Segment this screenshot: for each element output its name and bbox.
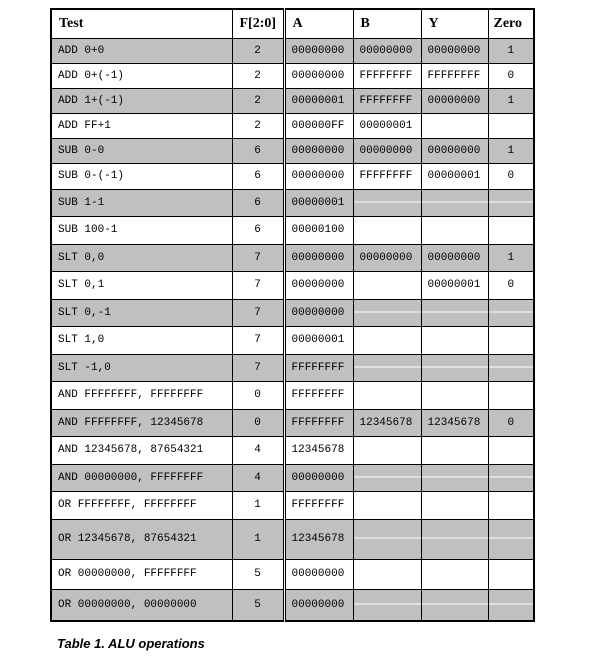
cell-y [421, 299, 488, 326]
table-row [51, 381, 534, 409]
cell-test: ADD 0+(-1) [51, 63, 232, 88]
cell-b [353, 271, 421, 299]
cell-f: 1 [232, 519, 284, 559]
cell-test: SLT 1,0 [51, 326, 232, 354]
cell-b [353, 436, 421, 464]
cell-f: 2 [232, 88, 284, 113]
cell-b [353, 189, 421, 216]
cell-a: FFFFFFFF [284, 354, 353, 381]
header-row [51, 9, 534, 38]
table-row [51, 354, 534, 381]
cell-f: 1 [232, 491, 284, 519]
cell-b: 00000000 [353, 138, 421, 163]
cell-zero [488, 589, 534, 621]
cell-zero [488, 189, 534, 216]
cell-test: SUB 100-1 [51, 216, 232, 244]
cell-test: SLT 0,-1 [51, 299, 232, 326]
cell-f: 7 [232, 244, 284, 271]
cell-test: ADD 0+0 [51, 38, 232, 63]
cell-f: 5 [232, 589, 284, 621]
cell-b [353, 589, 421, 621]
cell-a: 00000000 [284, 589, 353, 621]
cell-zero: 0 [488, 63, 534, 88]
cell-f: 2 [232, 113, 284, 138]
cell-f: 6 [232, 216, 284, 244]
cell-b [353, 326, 421, 354]
table-row [51, 326, 534, 354]
cell-f: 4 [232, 436, 284, 464]
cell-y [421, 354, 488, 381]
cell-y: 00000000 [421, 244, 488, 271]
cell-y: 12345678 [421, 409, 488, 436]
table-row [51, 519, 534, 559]
cell-a: 12345678 [284, 436, 353, 464]
cell-a: FFFFFFFF [284, 381, 353, 409]
cell-test: OR 12345678, 87654321 [51, 519, 232, 559]
cell-b: 00000000 [353, 244, 421, 271]
cell-b [353, 491, 421, 519]
cell-b [353, 354, 421, 381]
table-row [51, 271, 534, 299]
cell-y [421, 491, 488, 519]
cell-a: 00000000 [284, 38, 353, 63]
table-row [51, 38, 534, 63]
cell-test: ADD FF+1 [51, 113, 232, 138]
cell-f: 7 [232, 354, 284, 381]
cell-zero [488, 464, 534, 491]
cell-zero: 0 [488, 163, 534, 189]
cell-a: 00000000 [284, 244, 353, 271]
cell-zero [488, 559, 534, 589]
cell-zero: 1 [488, 138, 534, 163]
cell-a: 000000FF [284, 113, 353, 138]
cell-a: 00000000 [284, 464, 353, 491]
table-row [51, 491, 534, 519]
cell-a: 00000000 [284, 138, 353, 163]
cell-y [421, 436, 488, 464]
cell-test: AND 00000000, FFFFFFFF [51, 464, 232, 491]
cell-zero: 0 [488, 409, 534, 436]
cell-a: 00000000 [284, 63, 353, 88]
header-zero: Zero [488, 9, 534, 38]
cell-zero [488, 299, 534, 326]
cell-y [421, 189, 488, 216]
cell-test: SLT 0,1 [51, 271, 232, 299]
table-row [51, 589, 534, 621]
header-a: A [284, 9, 353, 38]
cell-b [353, 519, 421, 559]
cell-b: FFFFFFFF [353, 88, 421, 113]
cell-zero [488, 436, 534, 464]
cell-f: 7 [232, 271, 284, 299]
cell-f: 2 [232, 38, 284, 63]
cell-a: 00000000 [284, 299, 353, 326]
cell-a: 00000000 [284, 271, 353, 299]
cell-test: SUB 0-0 [51, 138, 232, 163]
cell-zero [488, 326, 534, 354]
cell-y: 00000000 [421, 38, 488, 63]
cell-zero [488, 381, 534, 409]
cell-a: FFFFFFFF [284, 409, 353, 436]
header-f: F[2:0] [232, 9, 284, 38]
cell-y [421, 216, 488, 244]
cell-a: 00000001 [284, 88, 353, 113]
cell-y [421, 559, 488, 589]
cell-b [353, 464, 421, 491]
table-row [51, 409, 534, 436]
cell-zero [488, 354, 534, 381]
cell-f: 6 [232, 163, 284, 189]
cell-b: FFFFFFFF [353, 63, 421, 88]
table-row [51, 163, 534, 189]
table-row [51, 189, 534, 216]
cell-test: AND 12345678, 87654321 [51, 436, 232, 464]
cell-test: ADD 1+(-1) [51, 88, 232, 113]
cell-f: 0 [232, 381, 284, 409]
table-row [51, 63, 534, 88]
cell-zero [488, 113, 534, 138]
cell-b: 00000000 [353, 38, 421, 63]
cell-zero [488, 216, 534, 244]
cell-b [353, 559, 421, 589]
cell-f: 7 [232, 326, 284, 354]
cell-y: 00000000 [421, 88, 488, 113]
cell-zero [488, 519, 534, 559]
table-row [51, 436, 534, 464]
cell-a: FFFFFFFF [284, 491, 353, 519]
cell-a: 00000001 [284, 189, 353, 216]
cell-test: SLT -1,0 [51, 354, 232, 381]
cell-test: OR 00000000, 00000000 [51, 589, 232, 621]
cell-y: 00000001 [421, 271, 488, 299]
cell-a: 00000100 [284, 216, 353, 244]
cell-zero [488, 491, 534, 519]
cell-b [353, 381, 421, 409]
cell-f: 6 [232, 138, 284, 163]
header-b: B [353, 9, 421, 38]
cell-f: 0 [232, 409, 284, 436]
cell-f: 5 [232, 559, 284, 589]
table-row [51, 138, 534, 163]
cell-f: 2 [232, 63, 284, 88]
cell-test: SLT 0,0 [51, 244, 232, 271]
table-row [51, 216, 534, 244]
cell-y: 00000001 [421, 163, 488, 189]
cell-test: OR FFFFFFFF, FFFFFFFF [51, 491, 232, 519]
alu-operations-table [50, 8, 535, 622]
table-row [51, 559, 534, 589]
table-row [51, 299, 534, 326]
cell-y [421, 113, 488, 138]
cell-y: FFFFFFFF [421, 63, 488, 88]
table-row [51, 88, 534, 113]
cell-f: 4 [232, 464, 284, 491]
cell-y: 00000000 [421, 138, 488, 163]
cell-zero: 0 [488, 271, 534, 299]
cell-f: 7 [232, 299, 284, 326]
header-y: Y [421, 9, 488, 38]
cell-zero: 1 [488, 88, 534, 113]
cell-y [421, 464, 488, 491]
cell-b: 00000001 [353, 113, 421, 138]
table-caption: Table 1. ALU operations [57, 636, 205, 651]
header-test: Test [51, 9, 232, 38]
cell-test: SUB 0-(-1) [51, 163, 232, 189]
cell-b: 12345678 [353, 409, 421, 436]
cell-b [353, 299, 421, 326]
cell-a: 00000001 [284, 326, 353, 354]
cell-test: SUB 1-1 [51, 189, 232, 216]
cell-y [421, 381, 488, 409]
table-row [51, 464, 534, 491]
cell-test: OR 00000000, FFFFFFFF [51, 559, 232, 589]
cell-test: AND FFFFFFFF, FFFFFFFF [51, 381, 232, 409]
cell-zero: 1 [488, 38, 534, 63]
cell-a: 12345678 [284, 519, 353, 559]
cell-b: FFFFFFFF [353, 163, 421, 189]
table-row [51, 113, 534, 138]
table-row [51, 244, 534, 271]
cell-y [421, 519, 488, 559]
cell-test: AND FFFFFFFF, 12345678 [51, 409, 232, 436]
cell-y [421, 589, 488, 621]
cell-a: 00000000 [284, 559, 353, 589]
cell-b [353, 216, 421, 244]
cell-f: 6 [232, 189, 284, 216]
cell-y [421, 326, 488, 354]
cell-a: 00000000 [284, 163, 353, 189]
cell-zero: 1 [488, 244, 534, 271]
